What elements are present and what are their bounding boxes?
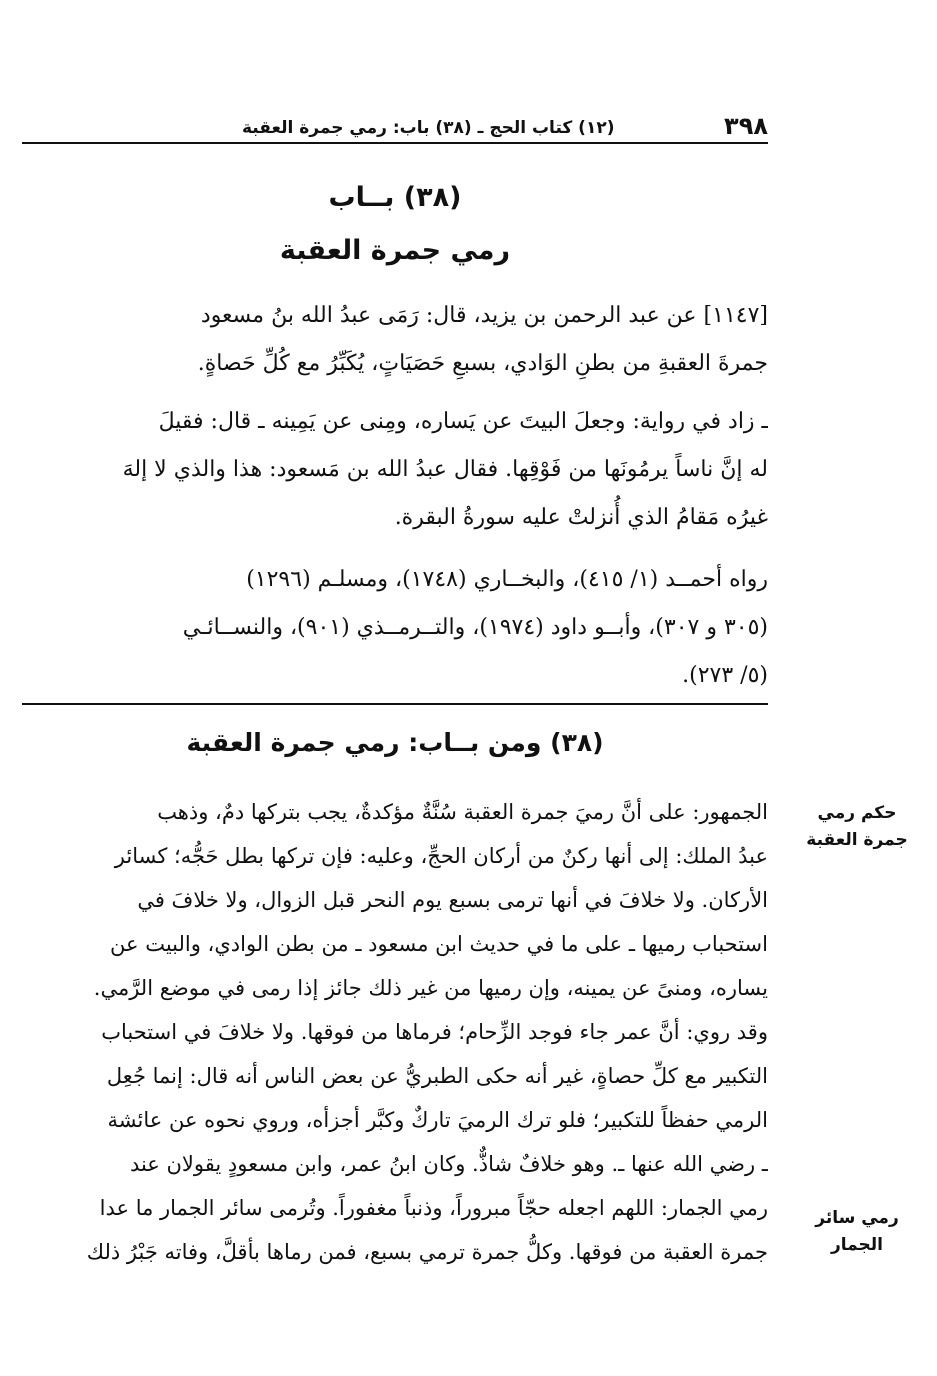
hadith-line: جمرةَ العقبةِ من بطنِ الوَادي، بسبعِ حَصَيَاتٍ، يُكَبِّرُ مع كُلِّ حَصاةٍ. [197,351,768,376]
addition-line: ـ زاد في رواية: وجعلَ البيتَ عن يَساره، ومِنى عن يَمِينه ـ قال: فقيلَ [158,409,768,434]
commentary-line: رمي الجمار: اللهم اجعله حجّاً مبروراً، وذنباً مغفوراً. وتُرمى سائر الجمار ما عدا [99,1196,768,1220]
commentary-line: التكبير مع كلِّ حصاةٍ، غير أنه حكى الطبريُّ عن بعض الناس أنه قال: إنما جُعِل [106,1064,768,1088]
source-references [22,556,768,700]
commentary-line: استحباب رميها ـ على ما في حديث ابن مسعود ـ من بطن الوادي، والبيت عن [110,932,768,956]
margin-note-line: حكم رمي [817,803,897,823]
addition-line: غيرُه مَقامُ الذي أُنزلتْ عليه سورةُ البقرة. [394,505,768,530]
chapter-title: رمي جمرة العقبة [279,235,511,266]
source-line: (٥/ ٢٧٣). [682,663,768,688]
commentary-line: وقد روي: أنَّ عمر جاء فوجد الزِّحام؛ فرماها من فوقها. ولا خلافَ في استحباب [101,1020,768,1044]
commentary-text [22,790,768,1274]
margin-note-other-jamarat [802,1205,912,1259]
commentary-line: يساره، ومنىً عن يمينه، وإن رميها من غير ذلك جائز إذا رمى في موضع الرَّمي. [93,976,768,1000]
hadith-line: [١١٤٧] عن عبد الرحمن بن يزيد، قال: رَمَى عبدُ الله بنُ مسعود [200,303,768,328]
commentary-line: الأركان. ولا خلافَ في أنها ترمى بسبع يوم النحر قبل الزوال، ولا خلافَ في [137,888,768,912]
section-divider [22,703,768,705]
narration-addition [22,398,768,542]
source-line: (٣٠٥ و ٣٠٧)، وأبــو داود (١٩٧٤)، والتــرمــذي (٩٠١)، والنســائـي [182,615,768,640]
commentary-line: الجمهور: على أنَّ رميَ جمرة العقبة سُنَّةٌ مؤكدةٌ، يجب بتركها دمٌ، وذهب [157,800,768,824]
commentary-line: جمرة العقبة من فوقها. وكلُّ جمرة ترمي بسبع، فمن رماها بأقلَّ، وفاته جَبْرُ ذلك [86,1240,768,1264]
margin-note-line: جمرة العقبة [806,830,908,850]
running-header [22,112,768,144]
commentary-line: ـ رضي الله عنها ـ. وهو خلافٌ شاذٌّ. وكان ابنُ عمر، وابن مسعودٍ يقولان عند [129,1152,768,1176]
chapter-number: (٣٨) بــاب [328,182,462,213]
hadith-text [22,292,768,388]
margin-note-line: الجمار [830,1235,884,1255]
source-line: رواه أحمــد (١/ ٤١٥)، والبخــاري (١٧٤٨)، ومسلـم (١٢٩٦) [246,567,768,592]
commentary-line: الرمي حفظاً للتكبير؛ فلو ترك الرميَ تاركٌ وكبَّر أجزأه، وروي نحوه عن عائشة [107,1108,768,1132]
page-number: ٣٩٨ [724,112,768,140]
running-title: (١٢) كتاب الحج ـ (٣٨) باب: رمي جمرة العقبة [242,118,615,138]
addition-line: له إنَّ ناساً يرمُونَها من فَوْقِها. فقال عبدُ الله بن مَسعود: هذا والذي لا إلهَ [122,457,768,482]
margin-note-ruling [802,800,912,854]
commentary-line: عبدُ الملك: إلى أنها ركنٌ من أركان الحجِّ، وعليه: فإن تركها بطل حَجُّه؛ كسائر [114,844,768,868]
margin-note-line: رمي سائر [815,1208,899,1228]
commentary-title: (٣٨) ومن بــاب: رمي جمرة العقبة [186,728,604,757]
